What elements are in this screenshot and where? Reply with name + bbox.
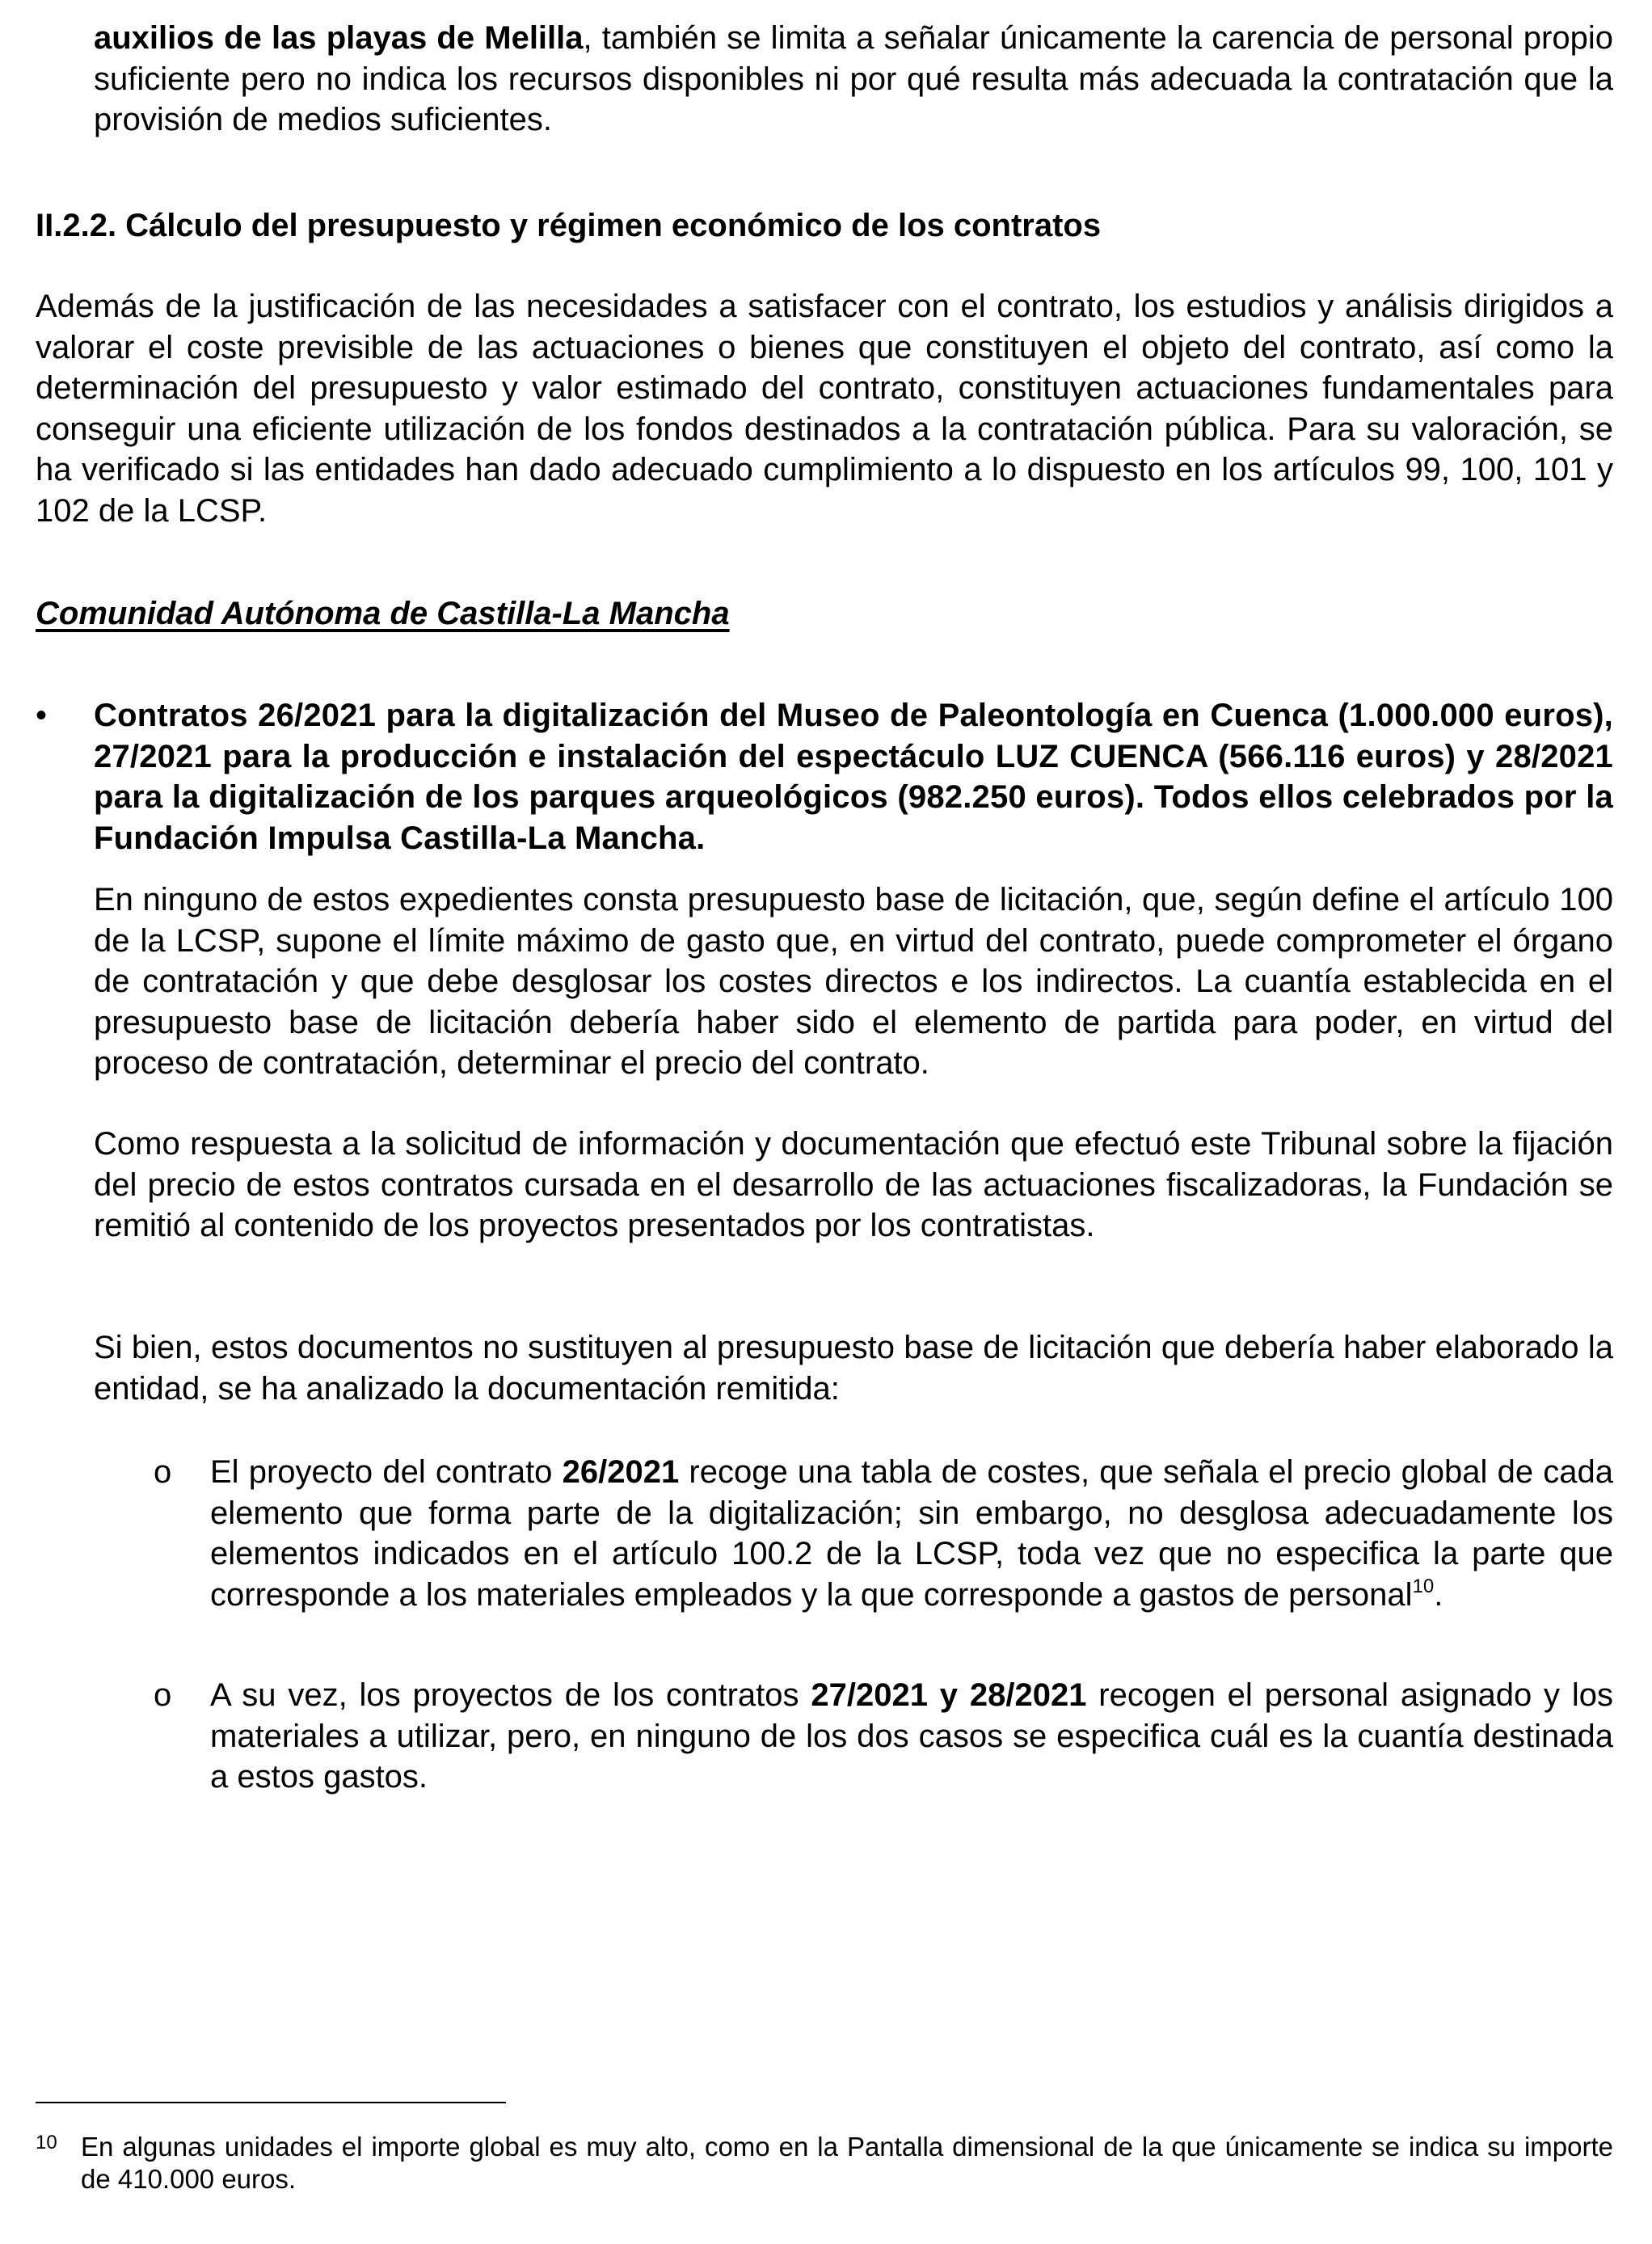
footnote-reference[interactable]: 10: [1412, 1575, 1435, 1597]
sub-item-2: [210, 1675, 1613, 1798]
footnote-text: En algunas unidades el importe global es muy alto, como en la Pantalla dimensional de la que únicamente se indica su importe de 410.000 euros.: [81, 2132, 1613, 2194]
footnote-separator: [36, 2102, 506, 2103]
footnote-number: 10: [36, 2132, 57, 2153]
sub-item-2-pre: A su vez, los proyectos de los contratos: [210, 1677, 811, 1713]
bullet-marker: •: [36, 698, 48, 733]
bullet-paragraph-1: En ninguno de estos expedientes consta presupuesto base de licitación, que, según define el artículo 100 de la LCSP, supone el límite máximo de gasto que, en virtud del contrato, puede comprometer el órgano de contratación y que debe desglosar los costes directos e los indirectos. La cuantía establecida en el presupuesto base de licitación debería haber sido el elemento de partida para poder, en virtud del proceso de contratación, determinar el precio del contrato.: [94, 882, 1613, 1081]
section-paragraph: Además de la justificación de las necesidades a satisfacer con el contrato, los estudios y análisis dirigidos a valorar el coste previsible de las actuaciones o bienes que constituyen el objeto del contrato, así como la determinación del presupuesto y valor estimado del contrato, constituyen actuaciones fundamentales para conseguir una eficiente utilización de los fondos destinados a la contratación pública. Para su valoración, se ha verificado si las entidades han dado adecuado cumplimiento a lo dispuesto en los artículos 99, 100, 101 y 102 de la LCSP.: [36, 289, 1613, 529]
sub-item-1: [210, 1452, 1613, 1615]
intro-paragraph: [94, 18, 1613, 141]
section-heading: II.2.2. Cálculo del presupuesto y régimen económico de los contratos: [36, 208, 1102, 243]
intro-text: , también se limita a señalar únicamente la carencia de personal propio suficiente pero no indica los recursos disponibles ni por qué resulta más adecuada la contratación que la provisión de medios suficientes.: [94, 20, 1613, 137]
sub-item-1-bold: 26/2021: [562, 1454, 680, 1490]
sub-item-2-post: recogen el personal asignado y los materiales a utilizar, pero, en ninguno de los dos casos se especifica cuál es la cuantía destinada a estos gastos.: [210, 1677, 1614, 1795]
region-title: Comunidad Autónoma de Castilla-La Mancha: [36, 596, 730, 631]
bullet-paragraph-2: Como respuesta a la solicitud de información y documentación que efectuó este Tribunal sobre la fijación del precio de estos contratos cursada en el desarrollo de las actuaciones fiscalizadoras, la Fundación se remitió al contenido de los proyectos presentados por los contratistas.: [94, 1126, 1613, 1243]
bullet-title: Contratos 26/2021 para la digitalización del Museo de Paleontología en Cuenca (1.000.000 euros), 27/2021 para la producción e instalación del espectáculo LUZ CUENCA (566.116 euros) y 28/2021 para la digitalización de los parques arqueológicos (982.250 euros). Todos ellos celebrados por la Fundación Impulsa Castilla-La Mancha.: [94, 698, 1613, 856]
sub-item-2-bold: 27/2021 y 28/2021: [811, 1677, 1087, 1713]
sub-item-marker: o: [154, 1454, 172, 1490]
sub-item-1-post: recoge una tabla de costes, que señala el precio global de cada elemento que forma parte de la digitalización; sin embargo, no desglosa adecuadamente los elementos indicados en el artículo 100.2 de la LCSP, toda vez que no especifica la parte que corresponde a los materiales empleados y la que corresponde a gastos de personal: [210, 1454, 1613, 1613]
sub-item-1-end: .: [1434, 1576, 1443, 1613]
intro-bold-lead: auxilios de las playas de Melilla: [94, 20, 584, 56]
bullet-paragraph-3: Si bien, estos documentos no sustituyen al presupuesto base de licitación que debería haber elaborado la entidad, se ha analizado la documentación remitida:: [94, 1330, 1613, 1407]
sub-item-1-pre: El proyecto del contrato: [210, 1454, 563, 1490]
sub-item-marker: o: [154, 1677, 172, 1713]
